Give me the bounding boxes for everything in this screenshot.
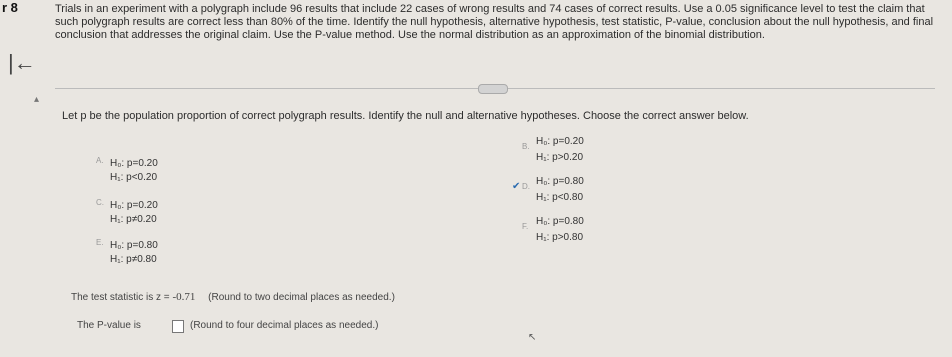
- option-f-h1: H₁: p>0.80: [536, 232, 584, 243]
- p-value-hint: (Round to four decimal places as needed.): [190, 320, 379, 331]
- mouse-cursor-icon: ↖: [528, 332, 537, 343]
- option-f-letter: F.: [522, 222, 529, 231]
- option-c-h1: H₁: p≠0.20: [110, 214, 157, 225]
- option-c-h0: H₀: p=0.20: [110, 200, 158, 211]
- test-statistic-hint: (Round to two decimal places as needed.): [208, 292, 395, 303]
- collapse-caret-icon[interactable]: ▴: [34, 94, 40, 105]
- divider-drag-handle[interactable]: [478, 84, 508, 94]
- option-f-h0: H₀: p=0.80: [536, 216, 584, 227]
- p-value-input[interactable]: [172, 320, 184, 333]
- option-d-letter: D.: [522, 182, 530, 191]
- p-value-prefix: The P-value is: [77, 320, 141, 331]
- option-d-h1: H₁: p<0.80: [536, 192, 584, 203]
- option-e-h1: H₁: p≠0.80: [110, 254, 157, 265]
- test-statistic-prefix: The test statistic is z =: [71, 292, 170, 303]
- problem-line-1: Trials in an experiment with a polygraph include 96 results that include 22 cases of wrong results and 74 cases of correct results. Use a 0.05 significance level to test the claim that: [55, 3, 925, 15]
- question-prompt: Let p be the population proportion of correct polygraph results. Identify the null and alternative hypotheses. Choose the correct answer below.: [62, 110, 749, 122]
- test-statistic-value[interactable]: -0.71: [172, 291, 196, 303]
- back-arrow-icon[interactable]: |←: [8, 50, 36, 75]
- problem-line-3: conclusion that addresses the original claim. Use the P-value method. Use the normal distribution as an approximation of the binomial distribution.: [55, 29, 765, 41]
- corner-label: r 8: [2, 0, 18, 15]
- option-c-letter: C.: [96, 198, 104, 207]
- option-e-h0: H₀: p=0.80: [110, 240, 158, 251]
- option-a-h0: H₀: p=0.20: [110, 158, 158, 169]
- option-b-h0: H₀: p=0.20: [536, 136, 584, 147]
- option-b-h1: H₁: p>0.20: [536, 152, 584, 163]
- problem-line-2: such polygraph results are correct less than 80% of the time. Identify the null hypothesis, alternative hypothesis, test statistic, P-value, conclusion about the null hypothesis, and final: [55, 16, 934, 28]
- test-statistic-line: [71, 291, 395, 303]
- option-b-letter: B.: [522, 142, 530, 151]
- option-e-letter: E.: [96, 238, 104, 247]
- selected-check-icon: ✔: [512, 181, 521, 192]
- option-a-h1: H₁: p<0.20: [110, 172, 158, 183]
- option-d-h0: H₀: p=0.80: [536, 176, 584, 187]
- option-a-letter: A.: [96, 156, 104, 165]
